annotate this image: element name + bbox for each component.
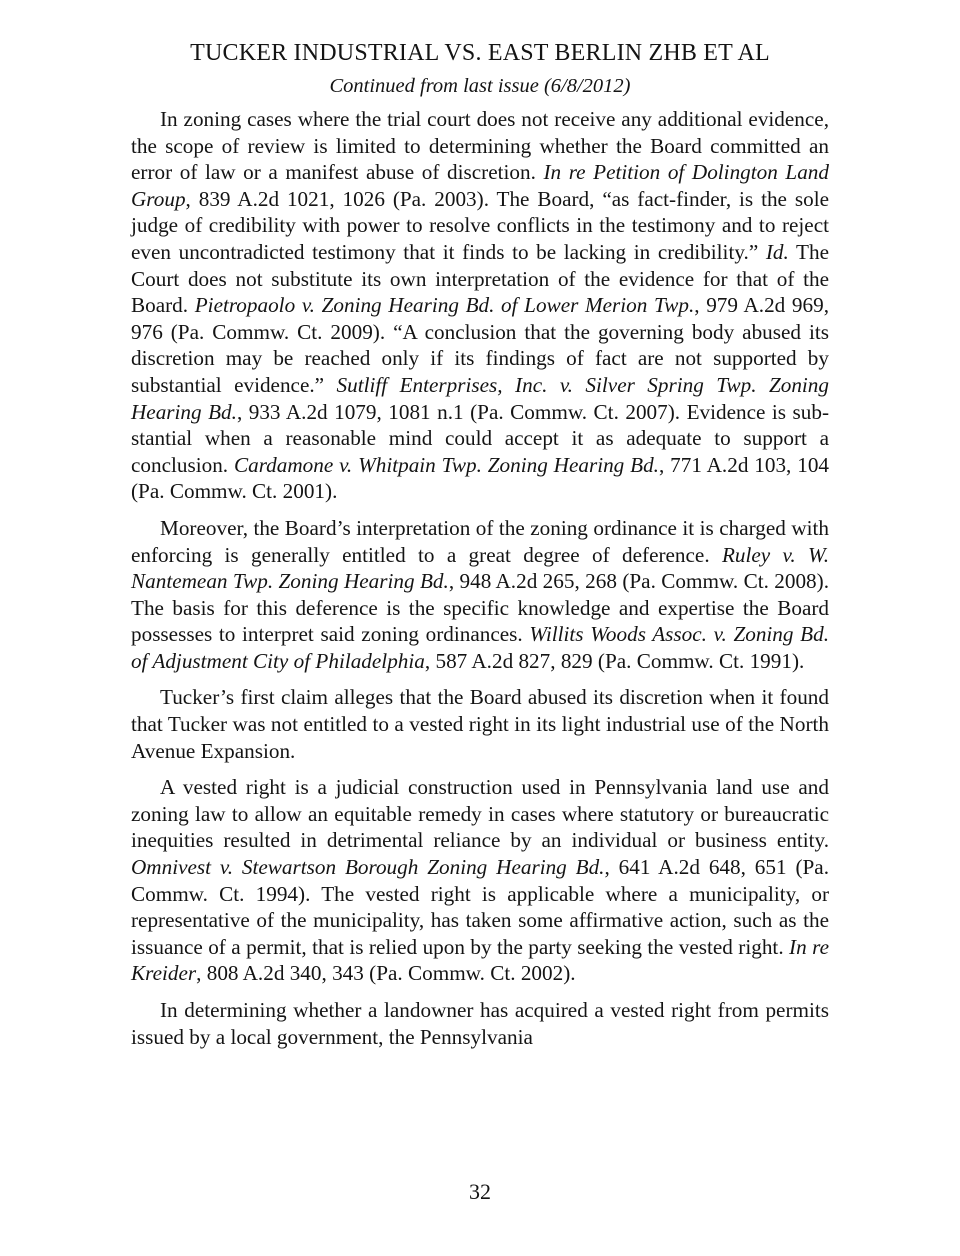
paragraph-first-claim <box>131 684 829 764</box>
case-citation: Willits Woods Assoc. v. Zoning Bd. of Adjustment City of Philadelphia <box>131 622 829 673</box>
case-citation: Id. <box>765 239 789 264</box>
continued-note: Continued from last issue (6/8/2012) <box>329 75 631 97</box>
paragraph-text: , 948 A.2d 265, 268 (Pa. Commw. Ct. 2008). The basis for this deference is the specific knowledge and expertise the Board possesses to interpret said zoning ordinances. <box>131 569 830 647</box>
case-citation: Ruley v. W. Nantemean Twp. Zoning Hearing Bd. <box>131 542 829 594</box>
case-citation: Cardamone v. Whitpain Twp. Zoning Hearing Bd. <box>233 452 659 477</box>
paragraph-text: , 979 A.2d 969, 976 (Pa. Commw. Ct. 2009). “A conclusion that the governing body abused its discretion may be reached only if its findings of fact are not supported by substantial evidence.” <box>131 293 829 397</box>
paragraph-text: In zoning cases where the trial court does not receive any additional evidence, the scope of review is limited to determining whether the Board committed an error of law or a manifest abuse of discretion. <box>131 107 829 185</box>
paragraph-deference <box>131 515 829 675</box>
case-citation: In re Petition of Dolington Land Group <box>131 160 829 211</box>
paragraph-text: Moreover, the Board’s interpretation of the zoning ordinance it is charged with enforcing is generally entitled to a great degree of deference. <box>131 515 829 567</box>
case-citation: Omnivest v. Stewartson Borough Zoning Hearing Bd. <box>131 855 605 880</box>
case-citation: Pietropaolo v. Zoning Hearing Bd. of Lower Merion Twp. <box>194 293 695 318</box>
paragraph-standard-of-review <box>131 106 829 505</box>
case-title: TUCKER INDUSTRIAL VS. EAST BERLIN ZHB ET AL <box>190 40 770 66</box>
paragraph-text: A vested right is a judicial construction used in Pennsylvania land use and zoning law to allow an equitable remedy in cases where statutory or bureaucratic inequities resulted in detrimental reliance by an individual or business entity. <box>131 775 829 853</box>
paragraph-text: , 808 A.2d 340, 343 (Pa. Commw. Ct. 2002). <box>196 961 576 986</box>
paragraph-determining-vested-right <box>131 997 829 1050</box>
paragraph-vested-right <box>131 774 829 987</box>
paragraph-text: , 641 A.2d 648, 651 (Pa. Commw. Ct. 1994). The vested right is applicable where a municipality, or representative of the municipality, has taken some affirmative action, such as the issuance of a permit, that is relied upon by the party seeking the vested right. <box>131 855 829 959</box>
body-text <box>131 106 829 1060</box>
page-number: 32 <box>469 1179 491 1204</box>
paragraph-text: , 771 A.2d 103, 104 (Pa. Commw. Ct. 2001). <box>131 452 830 504</box>
case-citation: Sutliff Enterprises, Inc. v. Silver Spring Twp. Zoning Hearing Bd. <box>131 372 829 424</box>
paragraph-text: Tucker’s first claim alleges that the Board abused its discretion when it found that Tucker was not entitled to a vested right in its light industrial use of the North Avenue Expansion. <box>131 685 829 763</box>
paragraph-text: , 587 A.2d 827, 829 (Pa. Commw. Ct. 1991). <box>424 648 805 673</box>
case-citation: In re Kreider <box>131 934 829 986</box>
paragraph-text: , 933 A.2d 1079, 1081 n.1 (Pa. Commw. Ct. 2007). Evidence is substantial when a reasonable mind could accept it as adequate to support a conclusion. <box>131 399 830 477</box>
paragraph-text: The Court does not substitute its own interpretation of the evidence for that of the Board. <box>131 239 829 318</box>
paragraph-text: In determining whether a landowner has acquired a vested right from permits issued by a local government, the Pennsylvania <box>131 998 829 1049</box>
paragraph-text: , 839 A.2d 1021, 1026 (Pa. 2003). The Board, “as fact-finder, is the sole judge of credibility with power to resolve conflicts in the testimony and to reject even uncontradicted testimony that it finds to be lacking in credibility.” <box>131 186 829 264</box>
